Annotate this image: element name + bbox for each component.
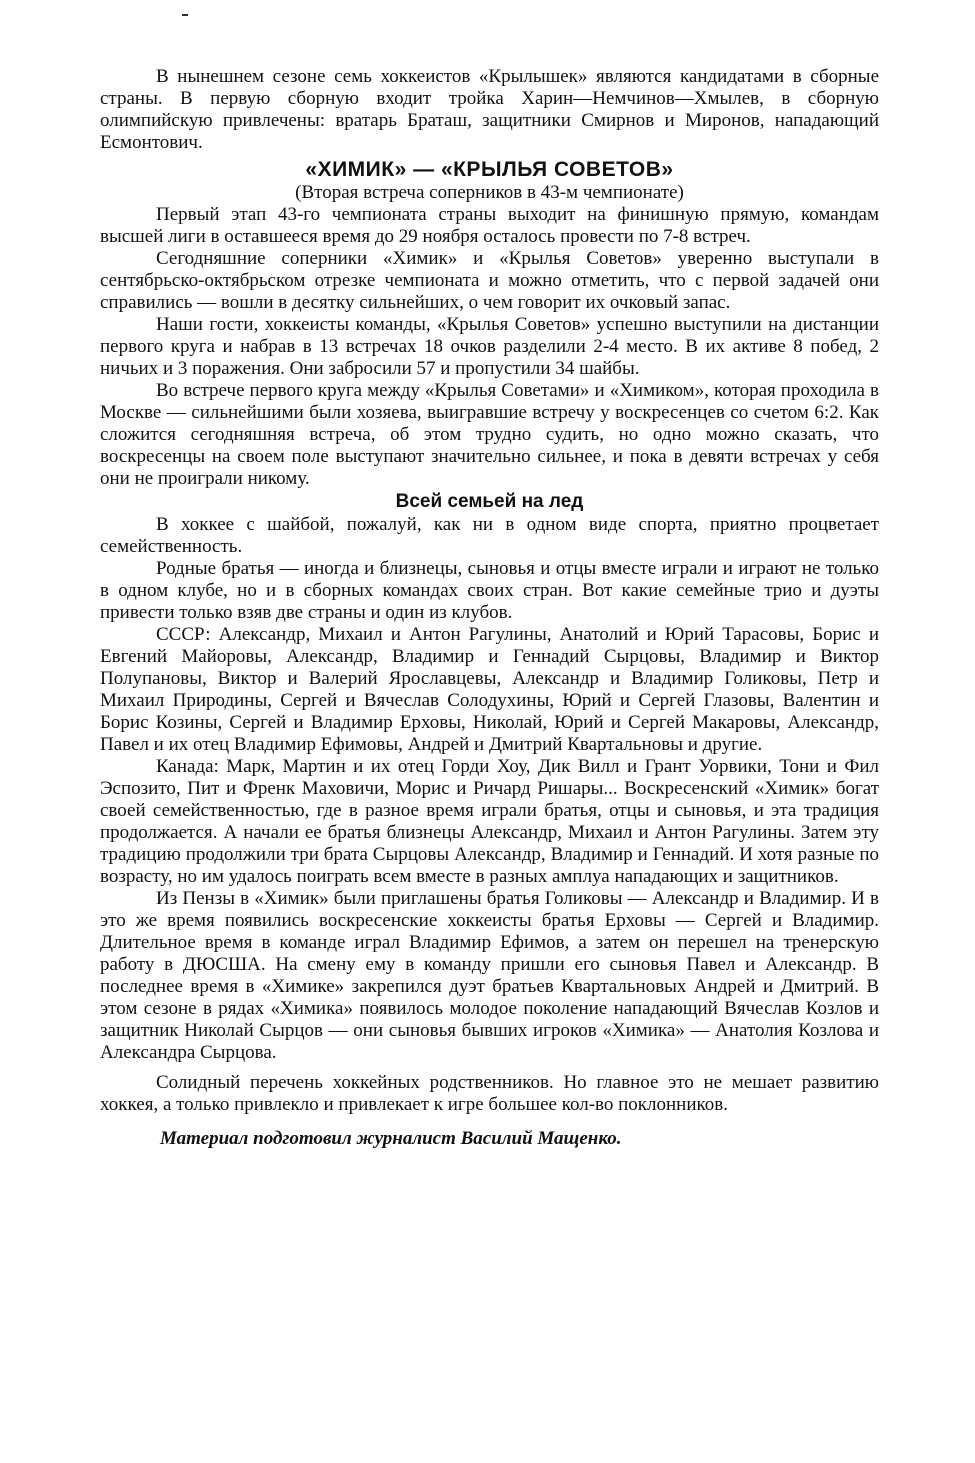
scan-mark — [182, 14, 188, 16]
match-paragraph: Первый этап 43-го чемпионата страны выходит на финишную прямую, командам высшей лиги в оставшееся время до 29 ноября осталось провести по 7-8 встреч. — [100, 204, 879, 247]
family-paragraph: В хоккее с шайбой, пожалуй, как ни в одном виде спорта, приятно процветает семейственность. — [100, 514, 879, 557]
match-subtitle: (Вторая встреча соперников в 43-м чемпионате) — [295, 182, 684, 203]
intro-paragraph: В нынешнем сезоне семь хоккеистов «Крылышек» являются кандидатами в сборные страны. В первую сборную входит тройка Харин—Немчинов—Хмылев, в сборную олимпийскую привлечены: вратарь Браташ, защитники Смирнов и Миронов, нападающий Есмонтович. — [100, 66, 879, 153]
match-paragraph: Сегодняшние соперники «Химик» и «Крылья Советов» уверенно выступали в сентябрьско-октябрьском отрезке чемпионата и можно отметить, что с первой задачей они справились — вошли в десятку сильнейших, о чем говорит их очковый запас. — [100, 248, 879, 313]
family-paragraph: Канада: Марк, Мартин и их отец Горди Хоу, Дик Вилл и Грант Уорвики, Тони и Фил Эспозито, Пит и Френк Маховичи, Морис и Ричард Ришары... Воскресенский «Химик» богат своей семейственностью, где в разное время играли братья, отцы и сыновья, и эта традиция продолжается. А начали ее братья близнецы Александр, Михаил и Антон Рагулины. Затем эту традицию продолжили три брата Сырцовы Александр, Владимир и Геннадий. И хотя разные по возрасту, но им удалось поиграть всем вместе в разных амплуа нападающих и защитников. — [100, 756, 879, 887]
match-title: «ХИМИК» — «КРЫЛЬЯ СОВЕТОВ» — [305, 158, 674, 181]
family-paragraph: Из Пензы в «Химик» были приглашены братья Голиковы — Александр и Владимир. И в это же время появились воскресенские хоккеисты братья Ерховы — Сергей и Владимир. Длительное время в команде играл Владимир Ефимов, а затем он перешел на тренерскую работу в ДЮСША. На смену ему в команду пришли его сыновья Павел и Александр. В последнее время в «Химике» закрепился дуэт братьев Квартальновых Андрей и Дмитрий. В этом сезоне в рядах «Химика» появилось молодое поколение нападающий Вячеслав Козлов и защитник Николай Сырцов — они сыновья бывших игроков «Химика» — Анатолия Козлова и Александра Сырцова. — [100, 888, 879, 1063]
match-paragraph: Во встрече первого круга между «Крылья Советами» и «Химиком», которая проходила в Москве — сильнейшими были хозяева, выигравшие встречу у воскресенцев со счетом 6:2. Как сложится сегодняшняя встреча, об этом трудно судить, но одно можно сказать, что воскресенцы на своем поле выступают значительно сильнее, и пока в девяти встречах у себя они не проиграли никому. — [100, 380, 879, 489]
family-paragraph: СССР: Александр, Михаил и Антон Рагулины, Анатолий и Юрий Тарасовы, Борис и Евгений Майоровы, Александр, Владимир и Геннадий Сырцовы, Владимир и Виктор Полупановы, Виктор и Валерий Ярославцевы, Александр и Владимир Голиковы, Петр и Михаил Природины, Сергей и Вячеслав Солодухины, Юрий и Сергей Глазовы, Валентин и Борис Козины, Сергей и Владимир Ерховы, Николай, Юрий и Сергей Макаровы, Александр, Павел и их отец Владимир Ефимовы, Андрей и Дмитрий Квартальновы и другие. — [100, 624, 879, 755]
family-paragraph: Солидный перечень хоккейных родственников. Но главное это не мешает развитию хоккея, а только привлекло и привлекает к игре большее кол-во поклонников. — [100, 1072, 879, 1115]
match-paragraph: Наши гости, хоккеисты команды, «Крылья Советов» успешно выступили на дистанции первого круга и набрав в 13 встречах 18 очков разделили 2-4 место. В их активе 8 побед, 2 ничьих и 3 поражения. Они забросили 57 и пропустили 34 шайбы. — [100, 314, 879, 379]
family-title: Всей семьей на лед — [395, 491, 584, 512]
family-paragraph: Родные братья — иногда и близнецы, сыновья и отцы вместе играли и играют не только в одном клубе, но и в сборных командах своих стран. Вот какие семейные трио и дуэты привести только взяв две страны и один из клубов. — [100, 558, 879, 623]
author-signature: Материал подготовил журналист Василий Мащенко. — [160, 1128, 622, 1149]
